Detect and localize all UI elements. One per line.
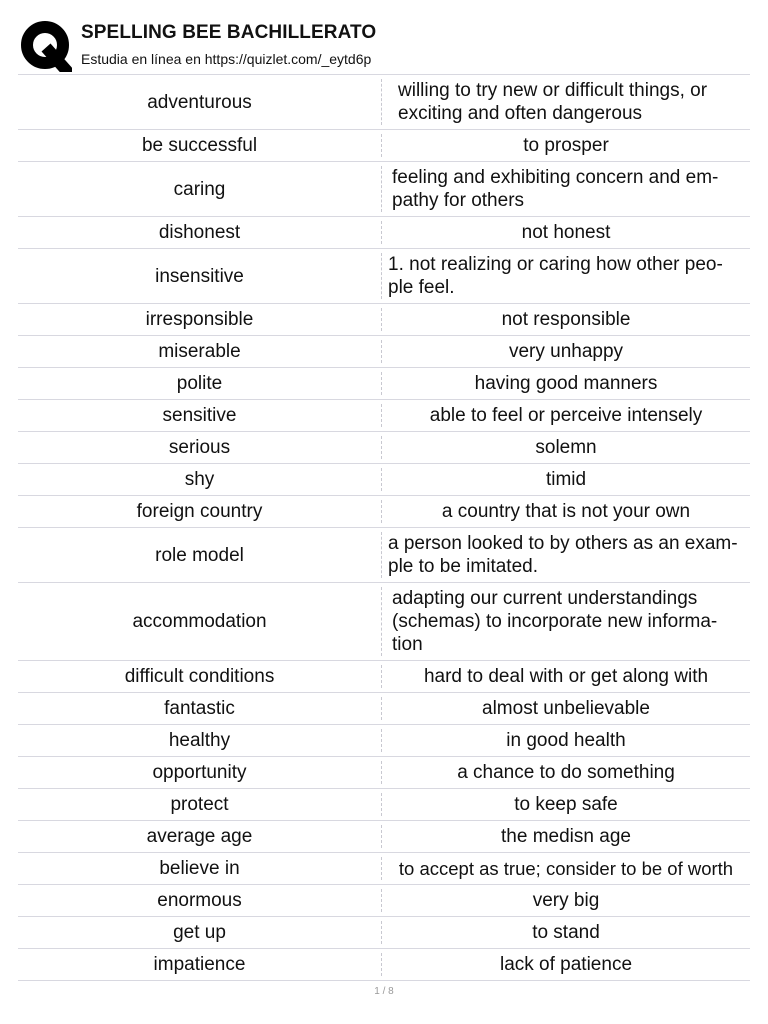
table-row: [18, 528, 750, 583]
term-cell: get up: [173, 922, 226, 943]
table-row: [18, 725, 750, 757]
term-cell: sensitive: [162, 405, 237, 426]
page-number: 1 / 8: [374, 986, 394, 997]
table-row: [18, 75, 750, 130]
definition-cell: to keep safe: [514, 794, 618, 815]
definition-cell: very unhappy: [508, 341, 624, 362]
document-subtitle: Estudia en línea en https://quizlet.com/_eytd6p: [81, 51, 372, 67]
term-cell: believe in: [159, 858, 240, 879]
term-cell: average age: [146, 826, 253, 847]
definition-cell: willing to try new or difficult things, or exciting and often dangerous: [398, 80, 708, 124]
definition-cell: very big: [532, 890, 600, 911]
definition-cell: almost unbelievable: [482, 698, 650, 719]
definition-cell: not responsible: [501, 309, 631, 330]
table-row: [18, 496, 750, 528]
term-cell: healthy: [168, 730, 231, 751]
document-header: [18, 18, 750, 74]
term-cell: foreign country: [136, 501, 263, 522]
term-cell: role model: [155, 544, 244, 566]
table-row: [18, 217, 750, 249]
table-row: [18, 583, 750, 661]
term-cell: miserable: [158, 341, 241, 362]
term-cell: be successful: [141, 135, 258, 156]
term-cell: opportunity: [152, 762, 247, 783]
term-cell: polite: [176, 373, 223, 394]
definition-cell: the medisn age: [501, 826, 631, 847]
term-cell: adventurous: [147, 91, 252, 113]
definition-cell: a chance to do something: [457, 762, 675, 783]
table-row: [18, 368, 750, 400]
table-row: [18, 249, 750, 304]
table-row: [18, 757, 750, 789]
definition-cell: having good manners: [474, 373, 658, 394]
definition-cell: to accept as true; consider to be of worth: [398, 858, 734, 879]
term-cell: impatience: [153, 954, 246, 975]
table-row: [18, 130, 750, 162]
table-row: [18, 949, 750, 981]
definition-cell: adapting our current understandings (schemas) to incorporate new informa-tion: [392, 588, 718, 655]
definition-cell: a country that is not your own: [441, 501, 691, 522]
definition-cell: in good health: [506, 730, 626, 751]
table-row: [18, 336, 750, 368]
term-cell: fantastic: [164, 698, 235, 719]
term-cell: shy: [184, 469, 215, 490]
term-cell: irresponsible: [145, 309, 254, 330]
vocabulary-table: [18, 74, 750, 981]
table-row: [18, 853, 750, 885]
definition-cell: not honest: [521, 222, 611, 243]
term-cell: protect: [170, 794, 229, 815]
table-row: [18, 661, 750, 693]
definition-cell: lack of patience: [499, 954, 633, 975]
definition-cell: 1. not realizing or caring how other peo-ple feel.: [388, 254, 723, 298]
term-cell: caring: [173, 178, 226, 200]
definition-cell: feeling and exhibiting concern and em-pathy for others: [392, 167, 719, 211]
document-title: SPELLING BEE BACHILLERATO: [81, 22, 377, 43]
definition-cell: a person looked to by others as an exam-ple to be imitated.: [388, 533, 738, 577]
table-row: [18, 464, 750, 496]
definition-cell: hard to deal with or get along with: [423, 666, 709, 687]
table-row: [18, 789, 750, 821]
term-cell: dishonest: [158, 222, 241, 243]
table-row: [18, 917, 750, 949]
definition-cell: timid: [545, 469, 587, 490]
term-cell: accommodation: [132, 611, 267, 632]
term-cell: serious: [168, 437, 231, 458]
quizlet-logo-icon: [20, 20, 72, 72]
table-row: [18, 821, 750, 853]
term-cell: insensitive: [155, 265, 244, 287]
definition-cell: to prosper: [523, 135, 609, 156]
definition-cell: solemn: [535, 437, 597, 458]
definition-cell: able to feel or perceive intensely: [429, 405, 703, 426]
table-row: [18, 162, 750, 217]
term-cell: difficult conditions: [124, 666, 275, 687]
definition-cell: to stand: [532, 922, 600, 943]
table-row: [18, 432, 750, 464]
table-row: [18, 304, 750, 336]
table-row: [18, 400, 750, 432]
term-cell: enormous: [157, 890, 242, 911]
table-row: [18, 885, 750, 917]
table-row: [18, 693, 750, 725]
